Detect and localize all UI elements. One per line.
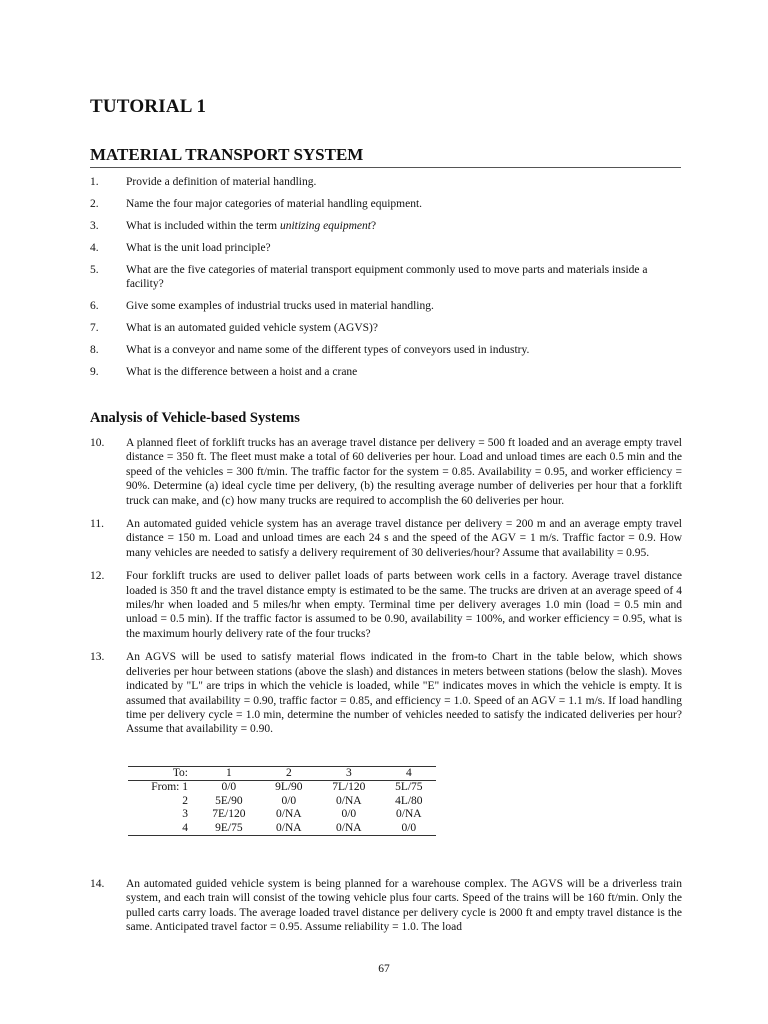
- question-item: [90, 197, 682, 211]
- question-item: [90, 175, 682, 189]
- problem-number: 10.: [90, 437, 105, 449]
- question-text: What is an automated guided vehicle system (AGVS)?: [126, 322, 378, 335]
- table-header-cell: 2: [285, 767, 292, 779]
- question-item: [90, 263, 682, 292]
- question-number: 3.: [90, 220, 99, 232]
- question-list: [90, 175, 682, 387]
- section-divider: [90, 167, 681, 168]
- table-cell: 0/NA: [336, 821, 362, 834]
- problem-number: 12.: [90, 570, 105, 583]
- question-item: [90, 299, 682, 313]
- question-text: [126, 219, 682, 233]
- emphasized-term: unitizing equipment: [279, 220, 371, 232]
- table-cell: 5L/75: [395, 781, 423, 794]
- question-item: [90, 343, 682, 357]
- problem-text: An automated guided vehicle system is being planned for a warehouse complex. The AGVS will be a driverless train system, and each train will consist of the towing vehicle plus four carts. Speed of the trains will be 160 ft/min. Only the pulled carts carry loads. The average loaded travel distance per delivery cycle is 2000 ft and empty travel distance is the same. Anticipated travel factor = 0.95. Assume reliability = 1.0. The load: [126, 878, 682, 934]
- problem-text: A planned fleet of forklift trucks has an average travel distance per delivery = 500 ft loaded and an average empty travel distance = 350 ft. The fleet must make a total of 60 deliveries per hour. Load and unload times are each 0.5 min and the speed of the vehicles = 300 ft/min. The traffic factor for the system = 0.85. Availability = 0.95, and worker efficiency = 90%. Determine (a) ideal cycle time per delivery, (b) the resulting average number of deliveries per hour that a forklift truck can make, and (c) how many trucks are required to accomplish the 60 deliveries per hour.: [126, 437, 682, 507]
- table-row-label: From: 1: [151, 781, 188, 794]
- table-row: [128, 781, 436, 795]
- problem-number: 13.: [90, 651, 105, 664]
- question-number: 2.: [90, 198, 99, 210]
- problem-item: [90, 650, 682, 736]
- question-text: Give some examples of industrial trucks used in material handling.: [126, 300, 434, 313]
- question-text: What is the unit load principle?: [126, 242, 271, 254]
- table-cell: 0/NA: [276, 821, 302, 834]
- table-row: [128, 822, 436, 836]
- question-number: 5.: [90, 264, 99, 276]
- table-cell: 5E/90: [215, 794, 243, 807]
- table-cell: 0/0: [221, 781, 237, 794]
- section-title: MATERIAL TRANSPORT SYSTEM: [90, 145, 364, 164]
- problem-text: Four forklift trucks are used to deliver pallet loads of parts between work cells in a factory. Average travel distance loaded is 350 ft and the travel distance empty is estimated to be the same. The trucks are driven at an average speed of 4 miles/hr when loaded and 5 miles/hr when empty. Terminal time per delivery averages 1.0 min (load = 0.5 min and unload = 0.5 min). If the traffic factor is assumed to be 0.90, availability = 100%, and worker efficiency = 0.95, what is the maximum hourly delivery rate of the four trucks?: [126, 570, 682, 640]
- table-header-row: [128, 767, 436, 781]
- table-cell: 7L/120: [332, 781, 366, 794]
- question-text: What is a conveyor and name some of the different types of conveyors used in industry.: [126, 344, 530, 357]
- table-cell: 9L/90: [275, 781, 303, 794]
- table-header-cell: 3: [345, 767, 352, 779]
- table-row-label: 3: [182, 808, 188, 821]
- question-item: [90, 219, 682, 233]
- question-number: 7.: [90, 322, 99, 335]
- question-text-post: ?: [370, 220, 377, 232]
- table-cell: 0/0: [341, 808, 357, 821]
- problem-number: 14.: [90, 878, 105, 890]
- table-header-cell: 1: [225, 767, 232, 779]
- table-row: [128, 808, 436, 821]
- table-row-label: 4: [182, 821, 188, 834]
- table-header-cell: 4: [405, 767, 412, 779]
- table-cell: 0/0: [281, 794, 297, 807]
- question-item: [90, 241, 682, 255]
- subsection-title: Analysis of Vehicle-based Systems: [90, 410, 300, 426]
- question-text-pre: What is included within the term: [126, 220, 280, 232]
- question-item: [90, 321, 682, 335]
- table-row: [128, 795, 436, 808]
- question-number: 8.: [90, 344, 99, 357]
- table-cell: 9E/75: [215, 821, 243, 834]
- problem-number: 11.: [90, 518, 104, 531]
- problem-item: [90, 877, 682, 935]
- question-item: [90, 365, 682, 379]
- table-header-cell: To:: [172, 767, 188, 779]
- question-text: Provide a definition of material handling.: [126, 176, 317, 188]
- question-text: What is the difference between a hoist and a crane: [126, 366, 358, 379]
- problem-item: [90, 436, 682, 508]
- question-text: Name the four major categories of material handling equipment.: [126, 198, 423, 210]
- table-cell: 0/NA: [396, 808, 422, 821]
- problem-list: [90, 436, 682, 737]
- problem-list-continued: [90, 877, 682, 935]
- table-cell: 0/NA: [336, 794, 362, 807]
- tutorial-title: TUTORIAL 1: [90, 96, 207, 117]
- question-number: 4.: [90, 242, 99, 254]
- table-cell: 7E/120: [212, 808, 246, 821]
- question-text: What are the five categories of material transport equipment commonly used to move parts and materials inside a facility?: [126, 264, 648, 291]
- page-number: 67: [378, 963, 390, 975]
- problem-item: [90, 517, 682, 560]
- table-cell: 0/NA: [276, 808, 302, 821]
- problem-text: An automated guided vehicle system has an average travel distance per delivery = 200 m and an average empty travel distance = 150 m. Load and unload times are each 24 s and the speed of the AGV = 1 m/s. Traffic factor = 0.9. How many vehicles are needed to satisfy a delivery requirement of 30 deliveries/hour? Assume that availability = 0.95.: [126, 518, 682, 559]
- question-number: 9.: [90, 366, 99, 379]
- problem-item: [90, 569, 682, 641]
- question-number: 1.: [90, 176, 99, 188]
- problem-text: An AGVS will be used to satisfy material flows indicated in the from-to Chart in the table below, which shows deliveries per hour between stations (above the slash) and distances in meters between stations (below the slash). Moves indicated by "L" are trips in which the vehicle is loaded, while "E" indicates moves in which the vehicle is empty. It is assumed that availability = 0.90, traffic factor = 0.85, and efficiency = 1.0. Speed of an AGV = 1.1 m/s. If load handling time per delivery cycle = 1.0 min, determine the number of vehicles needed to satisfy the indicated deliveries per hour? Assume that availability = 0.90.: [126, 651, 682, 736]
- table-cell: 0/0: [401, 821, 417, 834]
- table-row-label: 2: [182, 794, 188, 807]
- question-number: 6.: [90, 300, 99, 313]
- from-to-chart-table: [128, 766, 436, 836]
- table-cell: 4L/80: [395, 794, 423, 807]
